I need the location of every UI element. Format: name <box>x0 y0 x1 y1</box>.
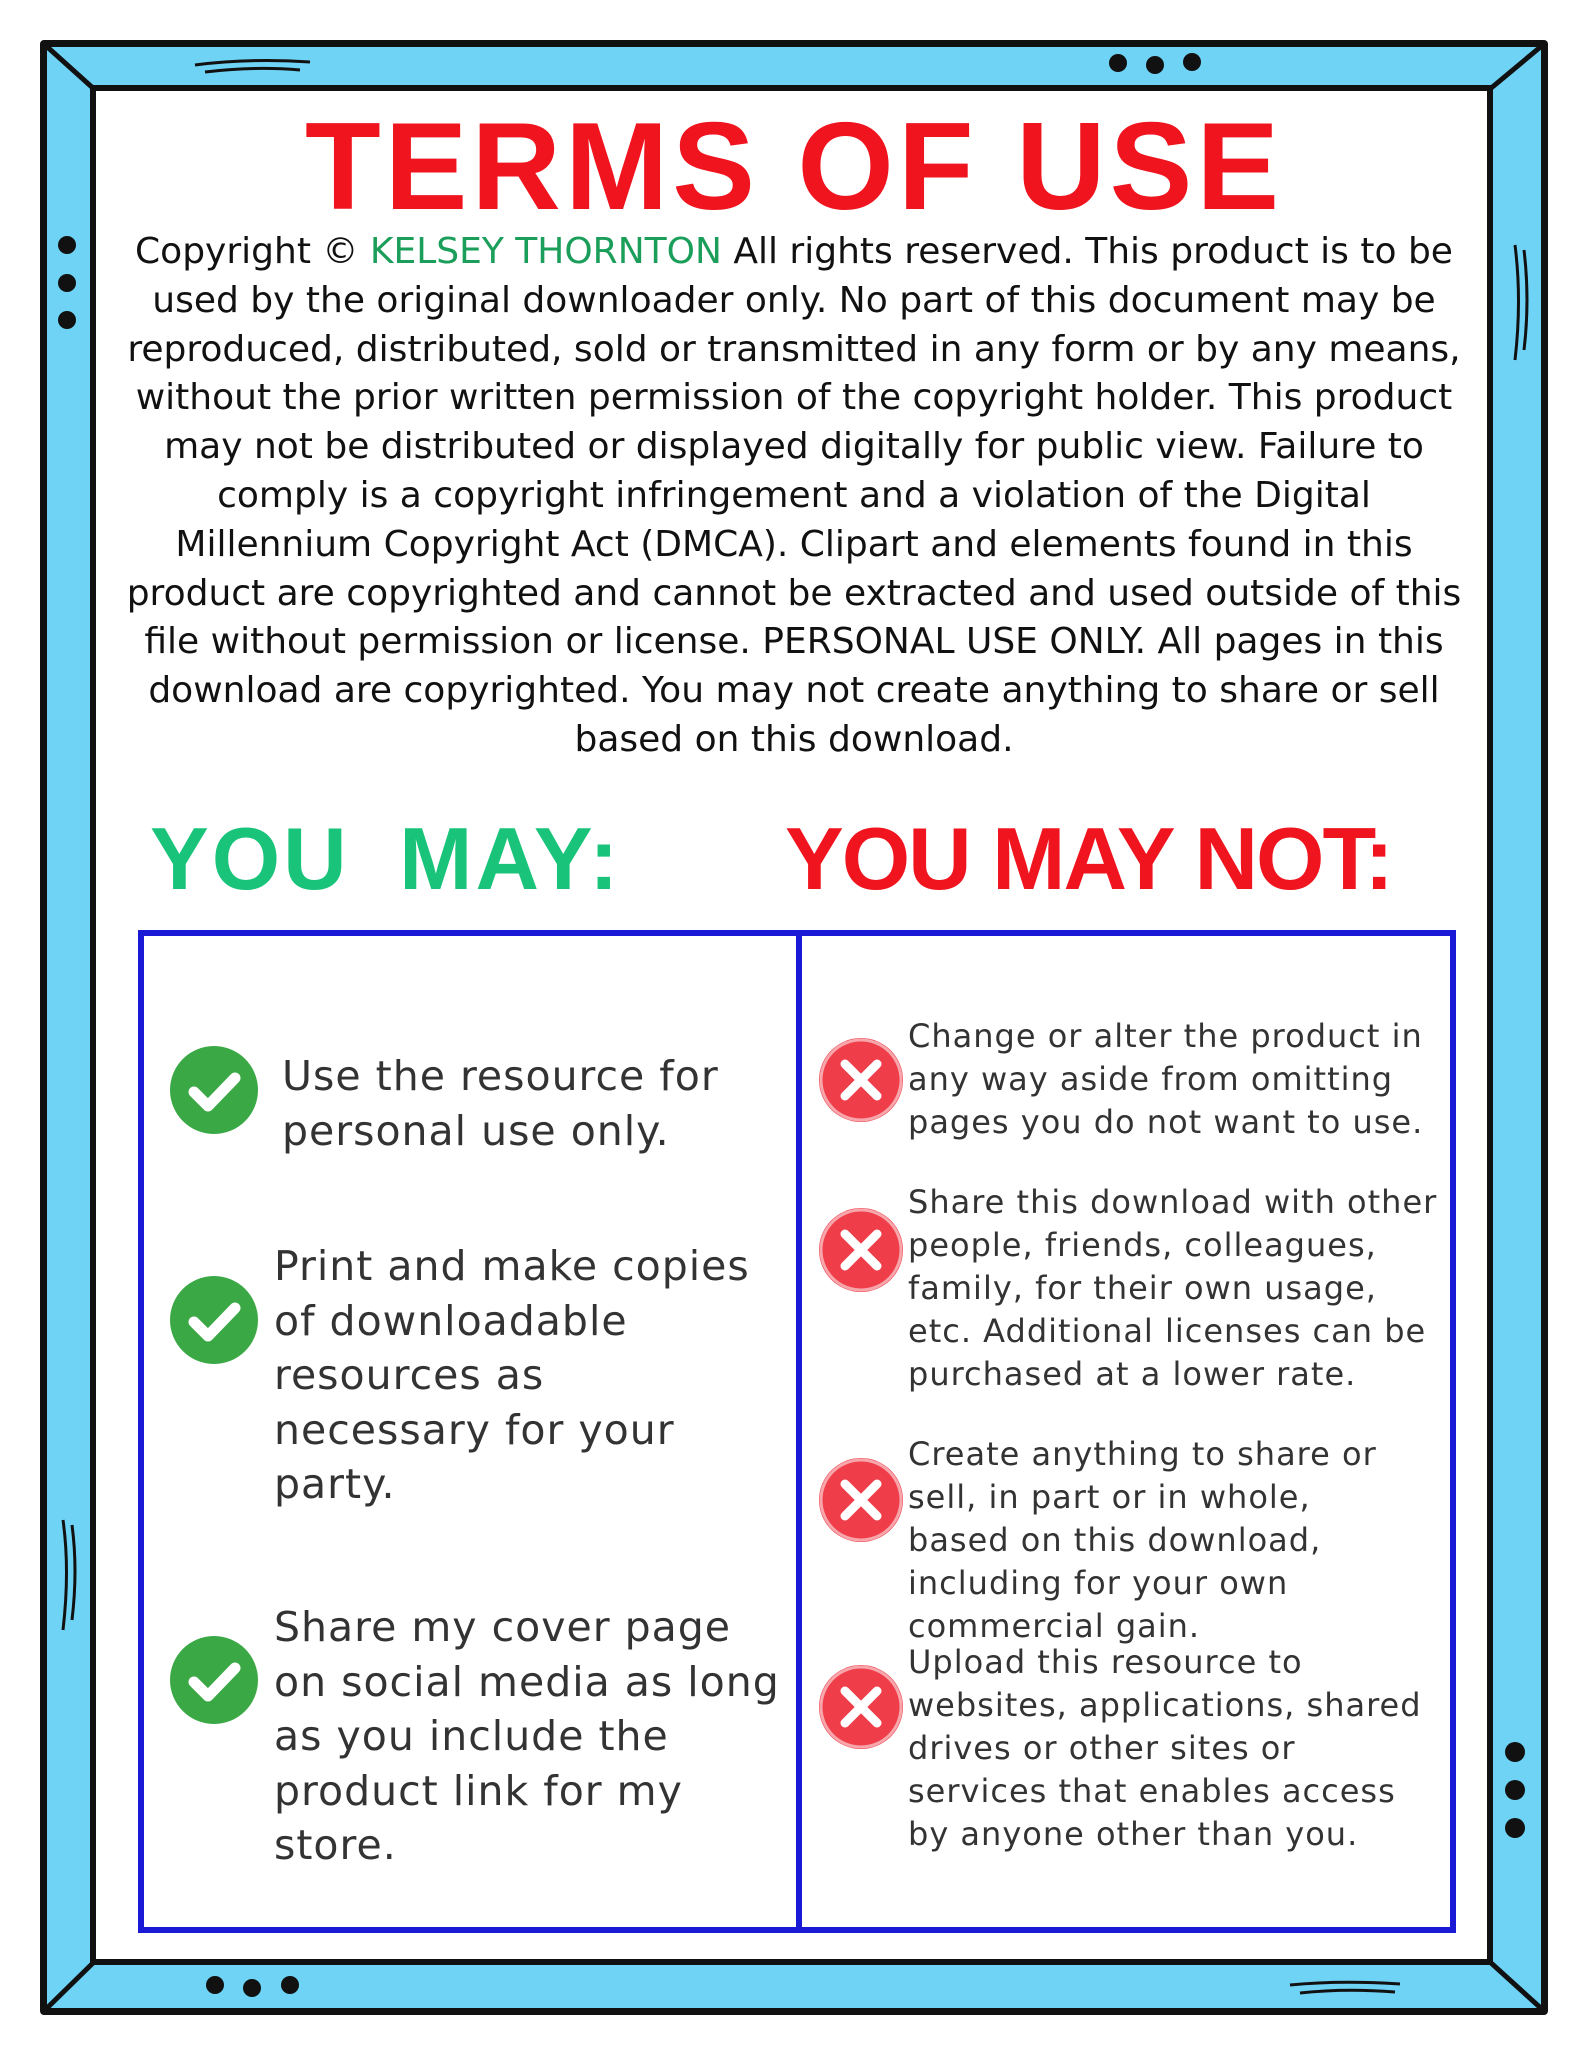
you-may-heading: YOU MAY: <box>150 809 622 908</box>
page-title: TERMS OF USE <box>304 98 1284 236</box>
column-divider <box>796 936 802 1927</box>
terms-table <box>138 930 1456 1933</box>
may-item-text: Print and make copies of downloadable resources as necessary for your party. <box>274 1242 750 1508</box>
x-icon <box>817 1206 905 1294</box>
x-icon <box>817 1456 905 1544</box>
check-icon <box>170 1046 258 1134</box>
author-name: KELSEY THORNTON <box>369 231 722 272</box>
copyright-body: All rights reserved. This product is to be used by the original downloader only. No part of this document may be reproduced, distributed, sold or transmitted in any form or by any means, without the prior written permission of the copyright holder. This product may not be distributed or displayed digitally for public view. Failure to comply is a copyright infringement and a violation of the Digital Millennium Copyright Act (DMCA). Clipart and elements found in this product are copyrighted and cannot be extracted and used outside of this file without permission or license. PERSONAL USE ONLY. All pages in this download are copyrighted. You may not create anything to share or sell based on this download. <box>126 231 1462 760</box>
check-icon <box>170 1636 258 1724</box>
may-not-item-text: Upload this resource to websites, applications, shared drives or other sites or services that enables access by anyone other than you. <box>908 1643 1422 1853</box>
copyright-prefix: Copyright © <box>135 231 370 272</box>
check-icon <box>170 1276 258 1364</box>
you-may-not-heading: YOU MAY NOT: <box>785 809 1392 908</box>
may-not-item-text: Create anything to share or sell, in part or in whole, based on this download, including for your own commercial gain. <box>908 1435 1377 1645</box>
x-icon <box>817 1036 905 1124</box>
copyright-notice <box>120 228 1468 765</box>
may-item-text: Share my cover page on social media as long as you include the product link for my store. <box>274 1603 780 1869</box>
x-icon <box>817 1663 905 1751</box>
may-not-item-text: Share this download with other people, friends, colleagues, family, for their own usage, etc. Additional licenses can be purchased at a lower rate. <box>908 1183 1438 1393</box>
may-item-text: Use the resource for personal use only. <box>282 1052 719 1155</box>
may-not-item-text: Change or alter the product in any way aside from omitting pages you do not want to use. <box>908 1017 1424 1141</box>
